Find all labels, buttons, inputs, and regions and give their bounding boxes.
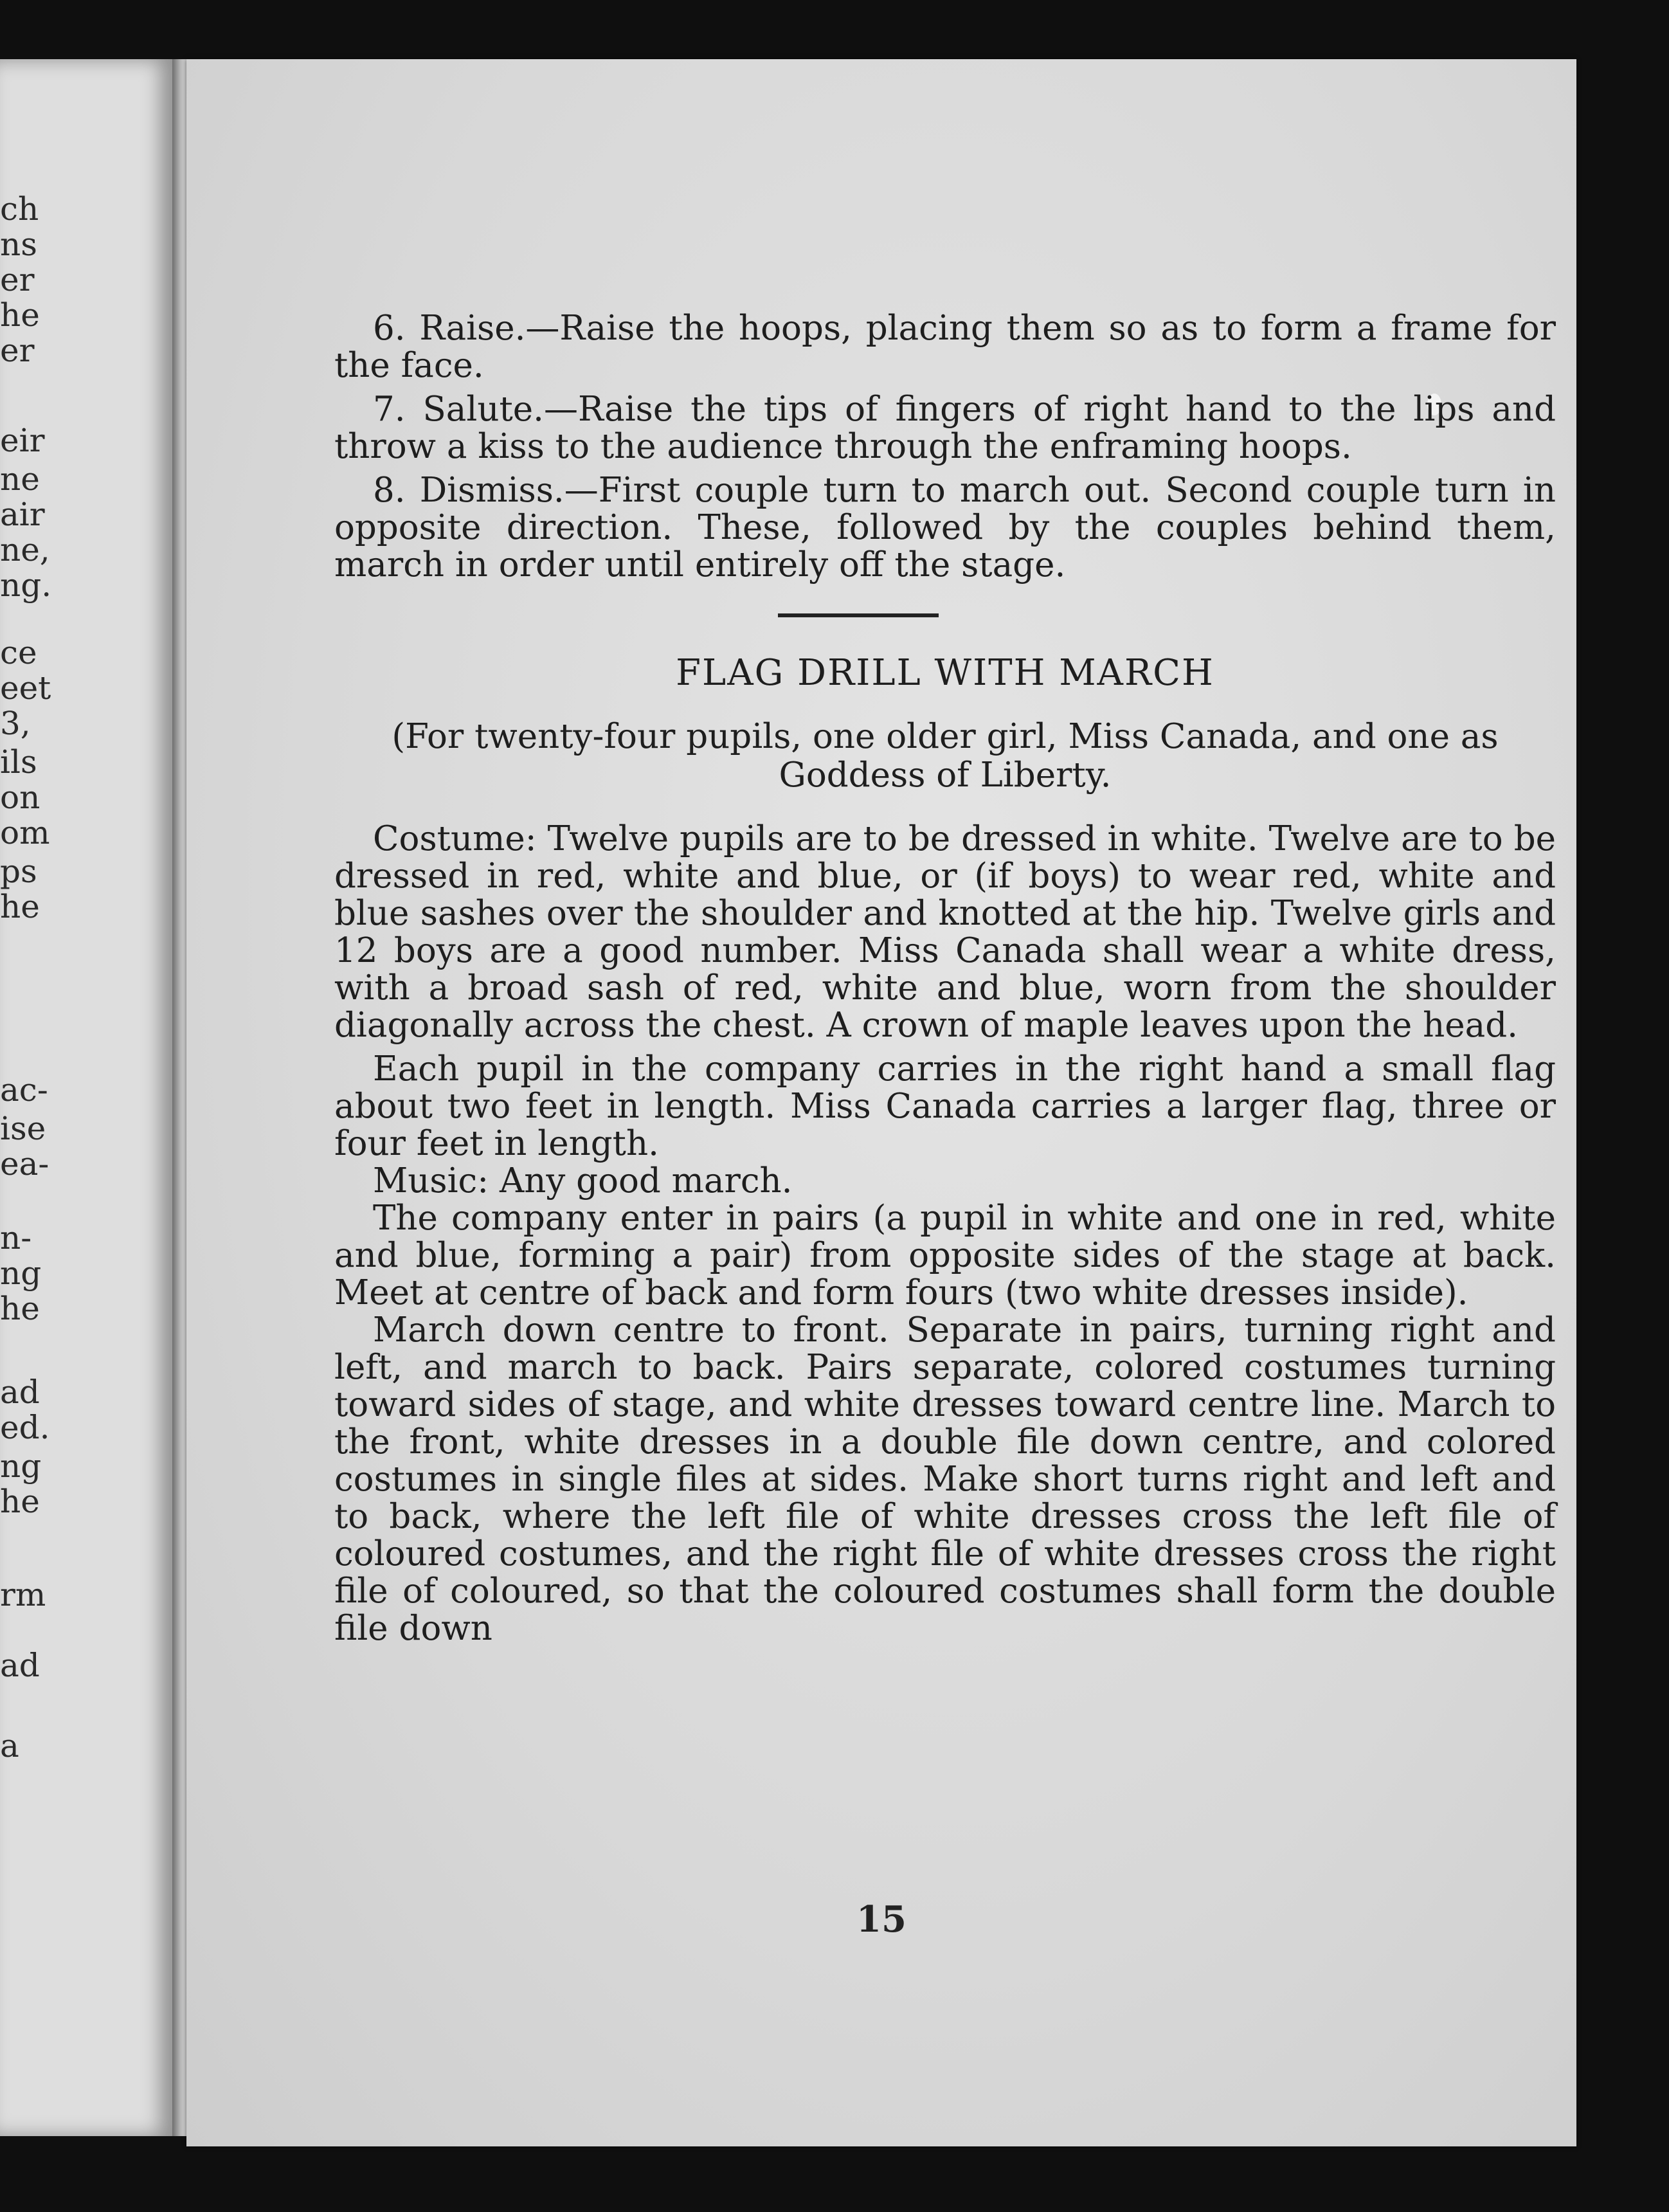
instruction-dismiss: 8. Dismiss.—First couple turn to march out. Second couple turn in opposite direction. These, followed by the couples behind them, march in order until entirely off the stage. xyxy=(334,471,1556,585)
facing-page-fragment: ad xyxy=(0,1647,40,1684)
book-gutter xyxy=(172,59,186,2136)
facing-page-fragment: rm xyxy=(0,1576,46,1613)
facing-page-fragment: 3, xyxy=(0,705,31,742)
instruction-raise: 6. Raise.—Raise the hoops, placing them so as to form a frame for the face. xyxy=(334,309,1556,385)
facing-page-fragment: ne xyxy=(0,460,40,498)
facing-page xyxy=(0,59,172,2136)
section-subtitle: (For twenty-four pupils, one older girl, Miss Canada, and one as Goddess of Liberty. xyxy=(392,717,1499,795)
facing-page-fragment: ch xyxy=(0,190,39,228)
facing-page-fragment: er xyxy=(0,261,35,298)
facing-page-fragment: he xyxy=(0,888,40,925)
facing-page-fragment: ne, xyxy=(0,531,50,568)
music-line: Music: Any good march. xyxy=(373,1161,793,1201)
facing-page-fragment: eet xyxy=(0,669,51,707)
page-number: 15 xyxy=(856,1898,907,1941)
facing-page-fragment: air xyxy=(0,496,45,533)
facing-page-fragment: ng xyxy=(0,1447,42,1485)
facing-page-fragment: eir xyxy=(0,422,45,459)
facing-page-fragment: ng. xyxy=(0,567,52,604)
facing-page-fragment: ce xyxy=(0,634,37,671)
facing-page-fragment: he xyxy=(0,1483,40,1520)
page-content xyxy=(334,310,1556,1647)
facing-page-fragment: on xyxy=(0,779,41,816)
facing-page-fragment: ns xyxy=(0,226,37,263)
enter-paragraph: The company enter in pairs (a pupil in white and one in red, white and blue, forming a pair) from opposite sides of the stage at back. Meet at centre of back and form fours (two white dresses inside). xyxy=(334,1199,1556,1312)
facing-page-fragment: ils xyxy=(0,743,37,781)
facing-page-fragment: a xyxy=(0,1727,19,1764)
facing-page-fragment: ea- xyxy=(0,1145,50,1183)
facing-page-fragment: om xyxy=(0,814,50,851)
facing-page-fragment: ise xyxy=(0,1110,46,1147)
facing-page-fragment: n- xyxy=(0,1219,32,1256)
costume-paragraph: Costume: Twelve pupils are to be dressed in white. Twelve are to be dressed in red, white and blue, or (if boys) to wear red, white and blue sashes over the shoulder and knotted at the hip. Twelve girls and 12 boys are a good number. Miss Canada shall wear a white dress, with a broad sash of red, white and blue, worn from the shoulder diagonally across the chest. A crown of maple leaves upon the head. xyxy=(334,819,1556,1045)
facing-page-fragment: ed. xyxy=(0,1409,50,1446)
facing-page-fragment: he xyxy=(0,296,40,334)
facing-page-fragment: ac- xyxy=(0,1071,48,1109)
facing-page-fragment: ad xyxy=(0,1373,40,1411)
flags-paragraph: Each pupil in the company carries in the right hand a small flag about two feet in length. Miss Canada carries a larger flag, three or four feet in length. xyxy=(334,1049,1556,1163)
book-page xyxy=(186,59,1576,2146)
facing-page-fragment: ng xyxy=(0,1255,42,1292)
section-title: FLAG DRILL WITH MARCH xyxy=(676,652,1214,694)
facing-page-fragment: ps xyxy=(0,853,37,890)
march-paragraph: March down centre to front. Separate in pairs, turning right and left, and march to back. Pairs separate, colored costumes turning toward sides of stage, and white dresses toward centre line. March to the front, white dresses in a double file down centre, and colored costumes in single files at sides. Make short turns right and left and to back, where the left file of white dresses cross the left file of coloured costumes, and the right file of white dresses cross the right file of coloured, so that the coloured costumes shall form the double file down xyxy=(334,1310,1556,1648)
section-divider xyxy=(778,613,939,617)
facing-page-fragment: he xyxy=(0,1290,40,1327)
instruction-salute: 7. Salute.—Raise the tips of fingers of right hand to the lips and throw a kiss to the audience through the enframing hoops. xyxy=(334,390,1556,466)
facing-page-fragment: er xyxy=(0,332,35,369)
